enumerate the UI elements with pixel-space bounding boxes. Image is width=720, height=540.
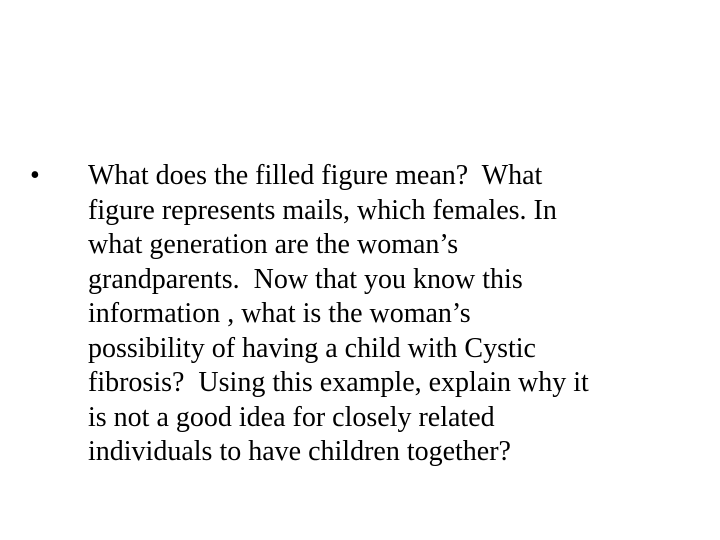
question-line: fibrosis? Using this example, explain why it bbox=[88, 367, 589, 398]
bullet-marker: • bbox=[30, 160, 40, 191]
question-text bbox=[88, 159, 589, 470]
question-line: what generation are the woman’s bbox=[88, 229, 459, 260]
question-line: is not a good idea for closely related bbox=[88, 401, 495, 433]
question-line: individuals to have children together? bbox=[88, 436, 511, 467]
slide-body bbox=[30, 159, 700, 470]
question-line: figure represents mails, which females. In bbox=[88, 194, 557, 226]
question-bullet-item bbox=[30, 159, 700, 470]
question-line: What does the filled figure mean? What bbox=[88, 160, 543, 191]
question-line: information , what is the woman’s bbox=[88, 298, 471, 329]
question-line: grandparents. Now that you know this bbox=[88, 263, 523, 295]
question-line: possibility of having a child with Cystic bbox=[88, 332, 536, 364]
